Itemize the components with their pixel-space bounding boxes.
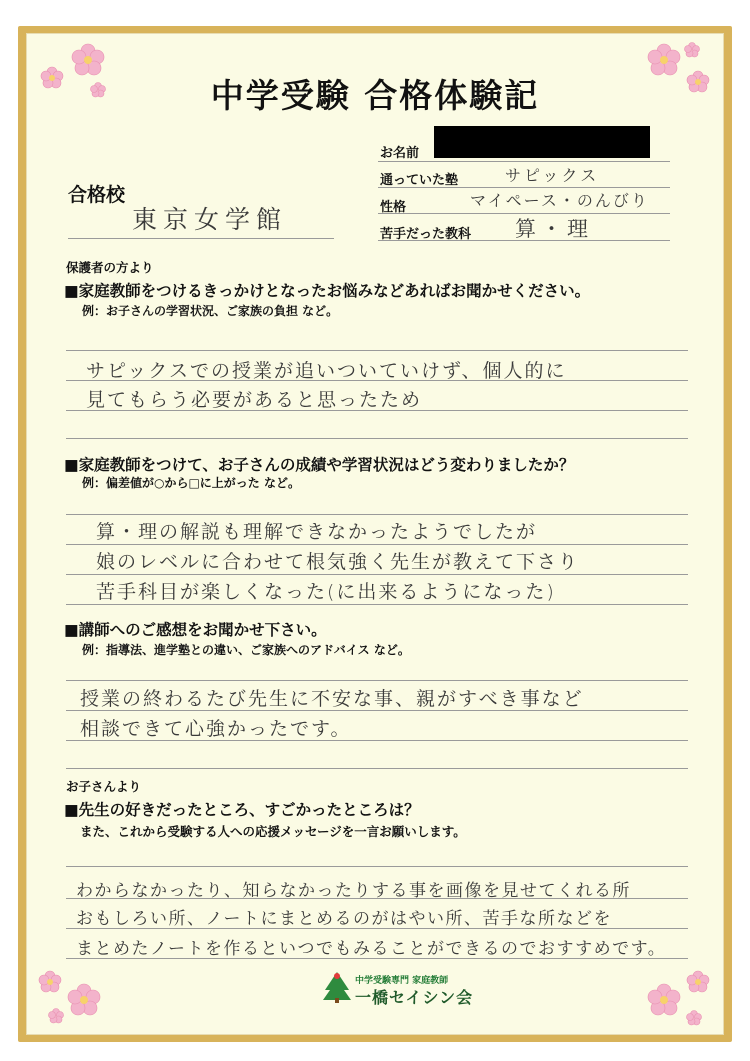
personality-label: 性格 [380,200,407,215]
question-4: ■先生の好きだったところ、すごかったところは？ [64,800,420,819]
answer-1-line-2: 見てもらう必要があると思ったため [86,389,423,411]
answer-2-line-3: 苦手科目が楽しくなった(に出来るようになった) [96,581,556,603]
bottom-right-flower-decoration [634,960,714,1030]
child-section-heading: お子さんより [66,779,142,794]
answer-2-line-2: 娘のレベルに合わせて根気強く先生が教えて下さり [96,551,580,573]
juku-value: サピックス [505,166,600,185]
tree-logo-icon [322,970,352,1004]
answer-2-line-1: 算・理の解説も理解できなかったようでしたが [96,521,538,543]
juku-label: 通っていた塾 [380,173,459,188]
question-1: ■家庭教師をつけるきっかけとなったお悩みなどあればお聞かせください。 [64,281,591,300]
weak-subject-label: 苦手だった教科 [380,227,472,242]
weak-subject-value: 算・理 [515,217,593,241]
question-1-example: 例：お子さんの学習状況、ご家族の負担 など。 [82,304,339,318]
question-3-example: 例：指導法、進学塾との違い、ご家族へのアドバイス など。 [82,643,410,657]
personality-value: マイペース・のんびり [470,191,649,210]
answer-4-line-1: わからなかったり、知らなかったりする事を画像を見せてくれる所 [76,881,631,901]
page-title: 中学受験 合格体験記 [210,76,540,115]
answer-3-line-2: 相談できて心強かったです。 [80,718,352,740]
name-label: お名前 [380,146,420,161]
footer-tagline: 中学受験専門 家庭教師 [355,976,449,986]
parent-section-heading: 保護者の方より [66,260,154,275]
school-value: 東京女学館 [132,205,288,234]
question-2: ■家庭教師をつけて、お子さんの成績や学習状況はどう変わりましたか？ [64,455,575,474]
answer-4-line-3: まとめたノートを作るといつでもみることができるのでおすすめです。 [76,939,667,959]
name-redaction [434,126,650,158]
footer-brand: 一橋セイシン会 [355,988,474,1007]
question-2-example: 例：偏差値が○から□に上がった など。 [82,476,300,490]
answer-3-line-1: 授業の終わるたび先生に不安な事、親がすべき事など [80,688,584,710]
school-label: 合格校 [68,184,126,206]
bottom-left-flower-decoration [36,960,116,1030]
question-4-sub: また、これから受験する人への応援メッセージを一言お願いします。 [80,824,466,839]
answer-1-line-1: サピックスでの授業が追いついていけず、個人的に [86,360,567,382]
question-3: ■講師へのご感想をお聞かせ下さい。 [64,620,327,639]
answer-4-line-2: おもしろい所、ノートにまとめるのがはやい所、苦手な所などを [76,909,612,929]
